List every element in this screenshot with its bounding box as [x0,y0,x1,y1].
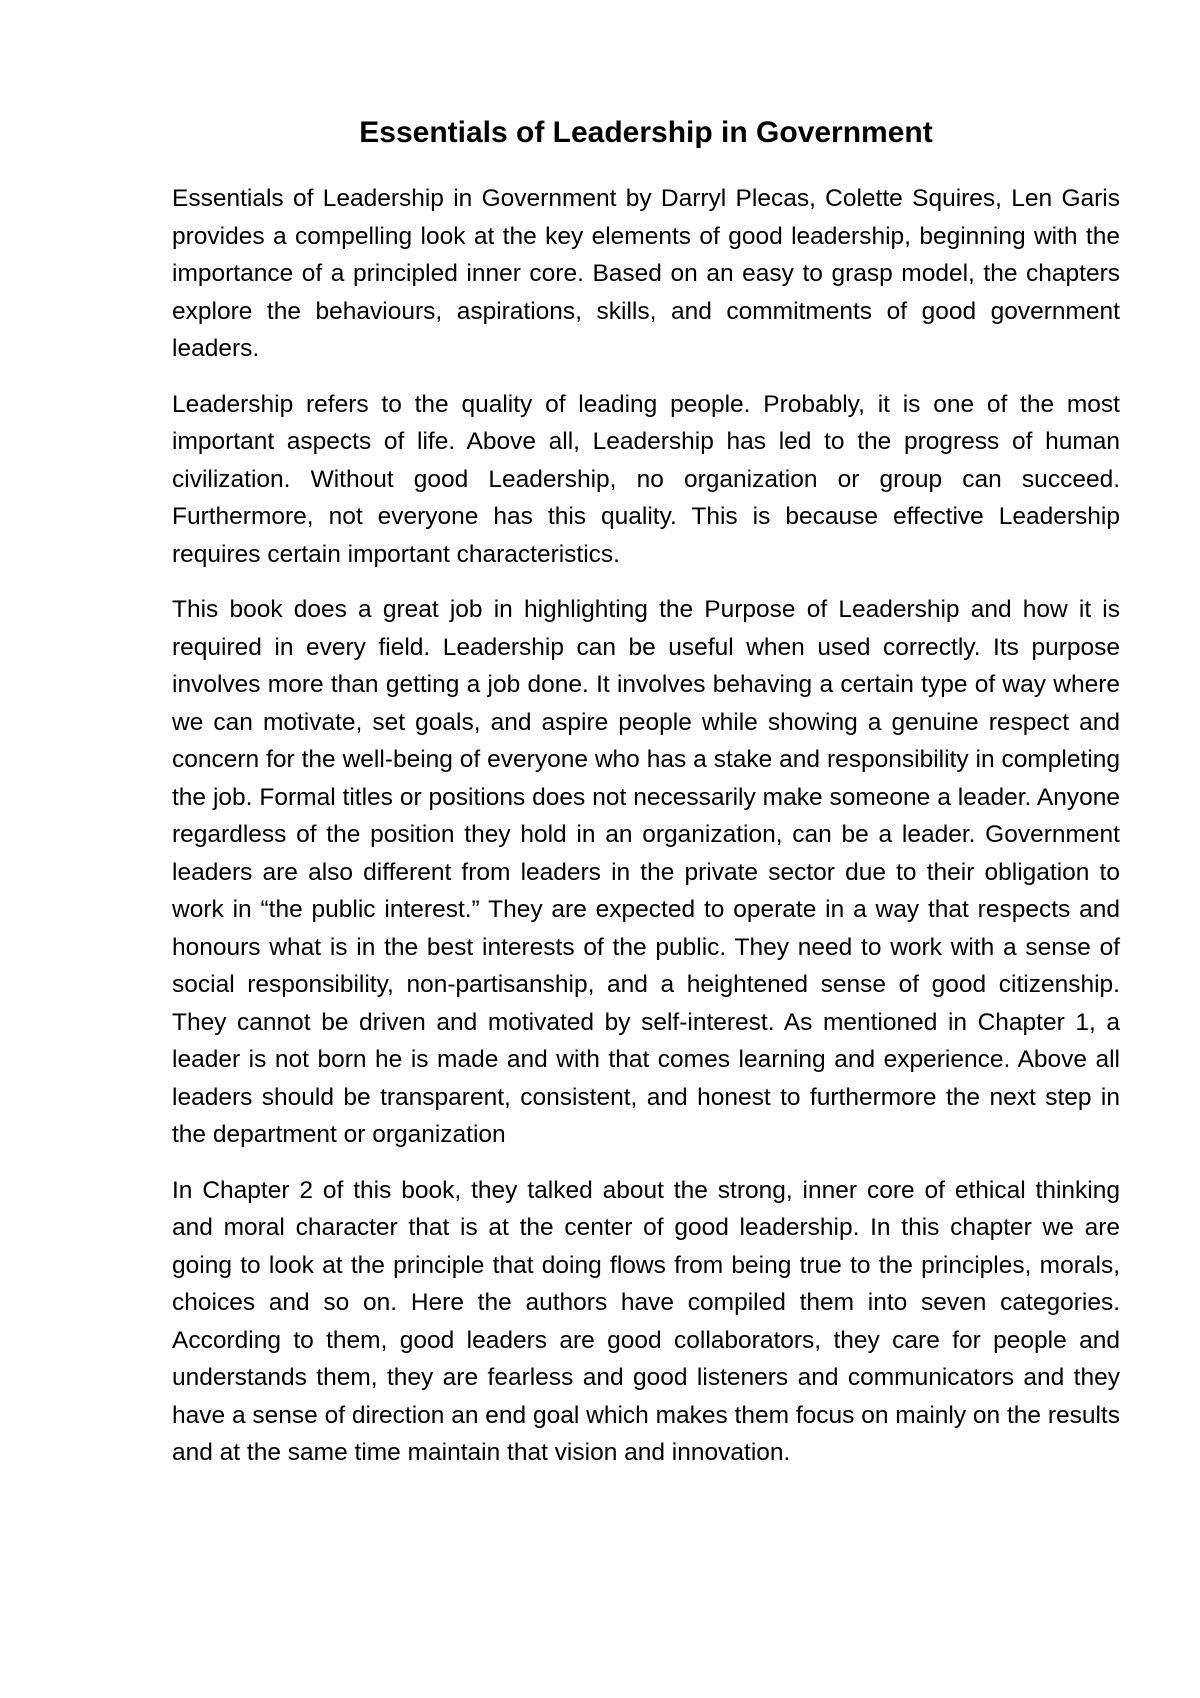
document-title: Essentials of Leadership in Government [359,116,933,149]
document-page [172,108,1120,1490]
paragraph-purpose-of-leadership: This book does a great job in highlighting the Purpose of Leadership and how it is required in every field. Leadership can be useful when used correctly. Its purpose involves more than getting a job done. It involves behaving a certain type of way where we can motivate, set goals, and aspire people while showing a genuine respect and concern for the well-being of everyone who has a stake and responsibility in completing the job. Formal titles or positions does not necessarily make someone a leader. Anyone regardless of the position they hold in an organization, can be a leader. Government leaders are also different from leaders in the private sector due to their obligation to work in “the public interest.” They are expected to operate in a way that respects and honours what is in the best interests of the public. They need to work with a sense of social responsibility, non-partisanship, and a heightened sense of good citizenship. They cannot be driven and motivated by self-interest. As mentioned in Chapter 1, a leader is not born he is made and with that comes learning and experience. Above all leaders should be transparent, consistent, and honest to furthermore the next step in the department or organization [172,596,1120,1148]
paragraph-leadership-definition: Leadership refers to the quality of leading people. Probably, it is one of the most important aspects of life. Above all, Leadership has led to the progress of human civilization. Without good Leadership, no organization or group can succeed. Furthermore, not everyone has this quality. This is because effective Leadership requires certain important characteristics. [172,390,1120,568]
paragraph-intro: Essentials of Leadership in Government by Darryl Plecas, Colette Squires, Len Garis provides a compelling look at the key elements of good leadership, beginning with the importance of a principled inner core. Based on an easy to grasp model, the chapters explore the behaviours, aspirations, skills, and commitments of good government leaders. [172,185,1120,362]
paragraph-chapter-2: In Chapter 2 of this book, they talked about the strong, inner core of ethical thinking and moral character that is at the center of good leadership. In this chapter we are going to look at the principle that doing flows from being true to the principles, morals, choices and so on. Here the authors have compiled them into seven categories. According to them, good leaders are good collaborators, they care for people and understands them, they are fearless and good listeners and communicators and they have a sense of direction an end goal which makes them focus on mainly on the results and at the same time maintain that vision and innovation. [172,1176,1120,1466]
